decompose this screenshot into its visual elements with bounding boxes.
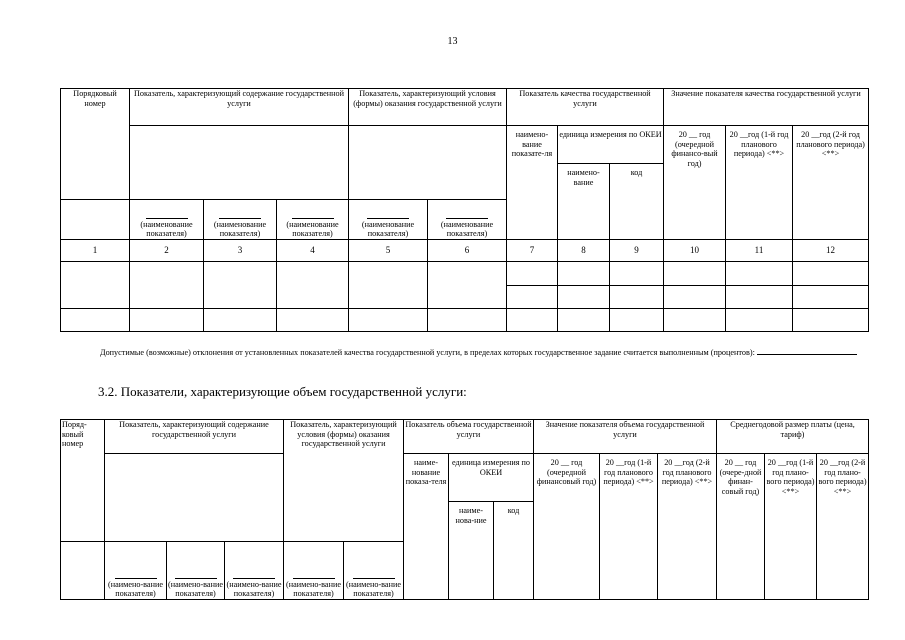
column-number: 6 (428, 240, 507, 262)
header-okei-code: код (610, 164, 664, 240)
blank-line (146, 218, 188, 219)
blank-line (292, 218, 334, 219)
data-cell[interactable] (507, 286, 558, 309)
deviation-note-text: Допустимые (возможные) отклонения от установленных показателей качества государственной услуги, в пределах которых государственное задание считается выполненным (процентов): (100, 348, 755, 357)
blank-line (115, 578, 157, 579)
data-cell[interactable] (507, 262, 558, 286)
header-conditions-indicator: Показатель, характеризующий условия (формы) оказания государственной услуги (349, 89, 507, 126)
sub-label-content-3 (225, 542, 284, 600)
order-number-spacer (61, 542, 105, 600)
header-quality-value: Значение показателя качества государственной услуги (664, 89, 869, 126)
header-vol-year-1: 20 __ год (очередной финансовый год) (534, 454, 600, 600)
data-cell[interactable] (507, 309, 558, 332)
sub-label-content-1 (130, 200, 204, 240)
column-number: 3 (204, 240, 277, 262)
header-year-3: 20 __год (2-й год планового периода) <**> (793, 126, 869, 240)
header-okei-name: наиме-нова-ние (449, 502, 494, 600)
data-cell[interactable] (610, 262, 664, 286)
column-number: 10 (664, 240, 726, 262)
data-cell[interactable] (664, 262, 726, 286)
data-cell[interactable] (204, 309, 277, 332)
section-title: 3.2. Показатели, характеризующие объем государственной услуги: (98, 384, 467, 399)
header-indicator-name: наиме-нование показа-теля (404, 454, 449, 600)
column-number: 4 (277, 240, 349, 262)
page-number: 13 (447, 36, 458, 47)
sub-label-text: (наимено-вание показателя) (226, 579, 282, 599)
column-number: 1 (61, 240, 130, 262)
conditions-blank-area (284, 502, 404, 542)
sub-label-content-2 (204, 200, 277, 240)
sub-label-text: (наимено-вание показателя) (168, 579, 223, 599)
header-order-number: Поряд-ковый номер (61, 420, 105, 542)
data-cell[interactable] (428, 262, 507, 309)
deviation-note (60, 346, 868, 359)
column-number-row (61, 240, 869, 262)
column-number: 5 (349, 240, 428, 262)
data-cell[interactable] (349, 309, 428, 332)
blank-line (175, 578, 217, 579)
header-content-indicator: Показатель, характеризующий содержание государственной услуги (130, 89, 349, 126)
header-okei-name: наимено-вание (558, 164, 610, 240)
order-number-spacer (61, 200, 130, 240)
column-number: 7 (507, 240, 558, 262)
header-fee-year-2: 20 __год (1-й год плано-вого периода) <**> (765, 454, 817, 600)
sub-label-text: (наименование показателя) (361, 219, 415, 239)
sub-label-conditions-1 (284, 542, 344, 600)
data-cell[interactable] (130, 262, 204, 309)
table-row (61, 262, 869, 286)
data-cell[interactable] (277, 309, 349, 332)
header-content-indicator: Показатель, характеризующий содержание государственной услуги (105, 420, 284, 454)
data-cell[interactable] (277, 262, 349, 309)
conditions-blank-area (349, 126, 507, 200)
sub-label-text: (наименование показателя) (440, 219, 494, 239)
sub-label-conditions-2 (428, 200, 507, 240)
data-cell[interactable] (793, 309, 869, 332)
data-cell[interactable] (793, 262, 869, 286)
sub-label-conditions-1 (349, 200, 428, 240)
data-cell[interactable] (793, 286, 869, 309)
column-number: 12 (793, 240, 869, 262)
data-cell[interactable] (610, 286, 664, 309)
sub-label-text: (наименование показателя) (140, 219, 193, 239)
header-indicator-name: наимено-вание показате-ля (507, 126, 558, 240)
sub-label-content-1 (105, 542, 167, 600)
header-order-number: Порядковый номер (61, 89, 130, 200)
data-cell[interactable] (558, 262, 610, 286)
data-cell[interactable] (130, 309, 204, 332)
header-vol-year-2: 20 __год (1-й год планового периода) <**> (600, 454, 658, 600)
content-blank-area (105, 454, 284, 542)
data-cell[interactable] (558, 309, 610, 332)
sub-label-text: (наименование показателя) (286, 219, 339, 239)
header-fee: Среднегодовой размер платы (цена, тариф) (717, 420, 869, 454)
data-cell[interactable] (428, 309, 507, 332)
data-cell[interactable] (61, 262, 130, 309)
header-conditions-indicator: Показатель, характеризующий условия (формы) оказания государственной услуги (284, 420, 404, 502)
blank-line (353, 578, 395, 579)
table-row (61, 309, 869, 332)
blank-line (367, 218, 409, 219)
header-quality-indicator: Показатель качества государственной услуги (507, 89, 664, 126)
quality-indicators-table (60, 88, 869, 332)
data-cell[interactable] (558, 286, 610, 309)
column-number: 11 (726, 240, 793, 262)
column-number: 2 (130, 240, 204, 262)
header-okei-unit: единица измерения по ОКЕИ (558, 126, 664, 164)
sub-label-text: (наимено-вание показателя) (346, 579, 401, 599)
data-cell[interactable] (204, 262, 277, 309)
header-fee-year-1: 20 __ год (очере-дной финан-совый год) (717, 454, 765, 600)
data-cell[interactable] (610, 309, 664, 332)
data-cell[interactable] (664, 309, 726, 332)
data-cell[interactable] (726, 262, 793, 286)
header-volume-indicator: Показатель объема государственной услуги (404, 420, 534, 454)
blank-line (233, 578, 275, 579)
sub-label-text: (наимено-вание показателя) (286, 579, 341, 599)
column-number: 9 (610, 240, 664, 262)
data-cell[interactable] (61, 309, 130, 332)
data-cell[interactable] (726, 309, 793, 332)
blank-line (219, 218, 261, 219)
header-volume-value: Значение показателя объема государственной услуги (534, 420, 717, 454)
data-cell[interactable] (726, 286, 793, 309)
volume-indicators-table (60, 419, 869, 600)
blank-line (446, 218, 488, 219)
blank-line (293, 578, 335, 579)
sub-label-text: (наименование показателя) (213, 219, 267, 239)
header-vol-year-3: 20 __год (2-й год планового периода) <**> (658, 454, 717, 600)
sub-label-text: (наимено-вание показателя) (108, 579, 163, 599)
sub-label-conditions-2 (344, 542, 404, 600)
sub-label-content-3 (277, 200, 349, 240)
header-year-1: 20 __ год (очередной финансо-вый год) (664, 126, 726, 240)
header-okei-code: код (494, 502, 534, 600)
sub-label-content-2 (167, 542, 225, 600)
data-cell[interactable] (349, 262, 428, 309)
deviation-percent-blank[interactable] (757, 346, 857, 355)
column-number: 8 (558, 240, 610, 262)
header-okei-unit: единица измерения по ОКЕИ (449, 454, 534, 502)
data-cell[interactable] (664, 286, 726, 309)
header-year-2: 20 __год (1-й год планового периода) <**> (726, 126, 793, 240)
header-fee-year-3: 20 __год (2-й год плано-вого периода) <**> (817, 454, 869, 600)
content-blank-area (130, 126, 349, 200)
